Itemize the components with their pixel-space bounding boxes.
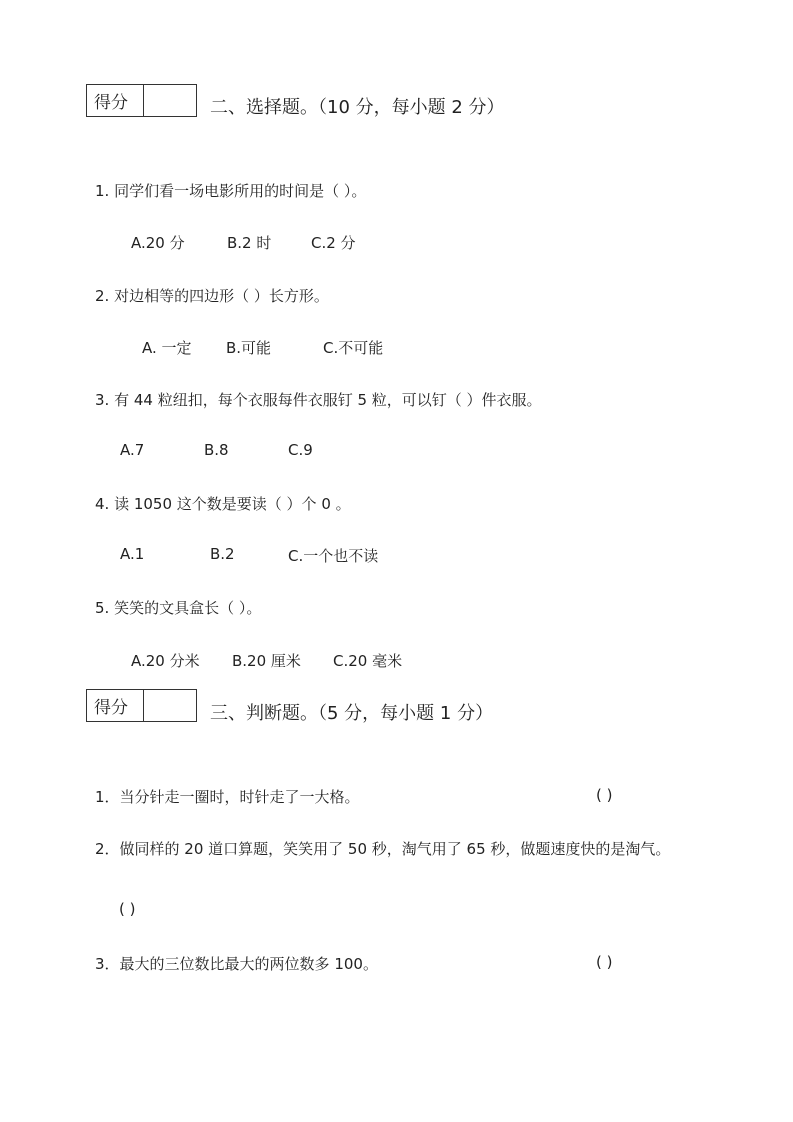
score-label: 得分 — [87, 690, 144, 721]
option-2-4-a[interactable]: A.1 — [120, 545, 145, 563]
option-2-1-b[interactable]: B.2 时 — [227, 234, 272, 252]
judgment-2: 2．做同样的 20 道口算题，笑笑用了 50 秒，淘气用了 65 秒，做题速度快的是淘气。 — [95, 840, 671, 858]
option-2-2-b[interactable]: B.可能 — [226, 339, 272, 357]
option-2-2-c[interactable]: C.不可能 — [323, 339, 384, 357]
answer-bracket-3[interactable]: ( ) — [596, 953, 613, 971]
option-2-5-a[interactable]: A.20 分米 — [131, 652, 200, 670]
answer-bracket-2[interactable]: ( ) — [119, 900, 136, 918]
answer-bracket-1[interactable]: ( ) — [596, 786, 613, 804]
option-2-2-a[interactable]: A. 一定 — [142, 339, 192, 357]
score-box-section3 — [86, 689, 197, 722]
judgment-3: 3．最大的三位数比最大的两位数多 100。 — [95, 955, 378, 973]
judgment-1: 1．当分针走一圈时，时针走了一大格。 — [95, 788, 360, 806]
score-blank-field[interactable] — [144, 690, 196, 721]
question-2-1: 1. 同学们看一场电影所用的时间是（ ）。 — [95, 182, 367, 200]
question-2-2: 2. 对边相等的四边形（ ）长方形。 — [95, 287, 329, 305]
question-2-4: 4. 读 1050 这个数是要读（ ）个 0 。 — [95, 495, 351, 513]
score-box-section2 — [86, 84, 197, 117]
option-2-1-a[interactable]: A.20 分 — [131, 234, 185, 252]
score-label: 得分 — [87, 85, 144, 116]
option-2-4-c[interactable]: C.一个也不读 — [288, 547, 379, 565]
option-2-1-c[interactable]: C.2 分 — [311, 234, 356, 252]
section2-title: 二、选择题。（10 分，每小题 2 分） — [210, 97, 505, 118]
score-blank-field[interactable] — [144, 85, 196, 116]
option-2-3-b[interactable]: B.8 — [204, 441, 229, 459]
question-2-5: 5. 笑笑的文具盒长（ ）。 — [95, 599, 262, 617]
option-2-3-c[interactable]: C.9 — [288, 441, 313, 459]
section3-title: 三、判断题。（5 分，每小题 1 分） — [210, 703, 494, 724]
option-2-3-a[interactable]: A.7 — [120, 441, 145, 459]
option-2-5-b[interactable]: B.20 厘米 — [232, 652, 301, 670]
option-2-5-c[interactable]: C.20 毫米 — [333, 652, 403, 670]
option-2-4-b[interactable]: B.2 — [210, 545, 235, 563]
question-2-3: 3. 有 44 粒纽扣，每个衣服每件衣服钉 5 粒，可以钉（ ）件衣服。 — [95, 391, 542, 409]
